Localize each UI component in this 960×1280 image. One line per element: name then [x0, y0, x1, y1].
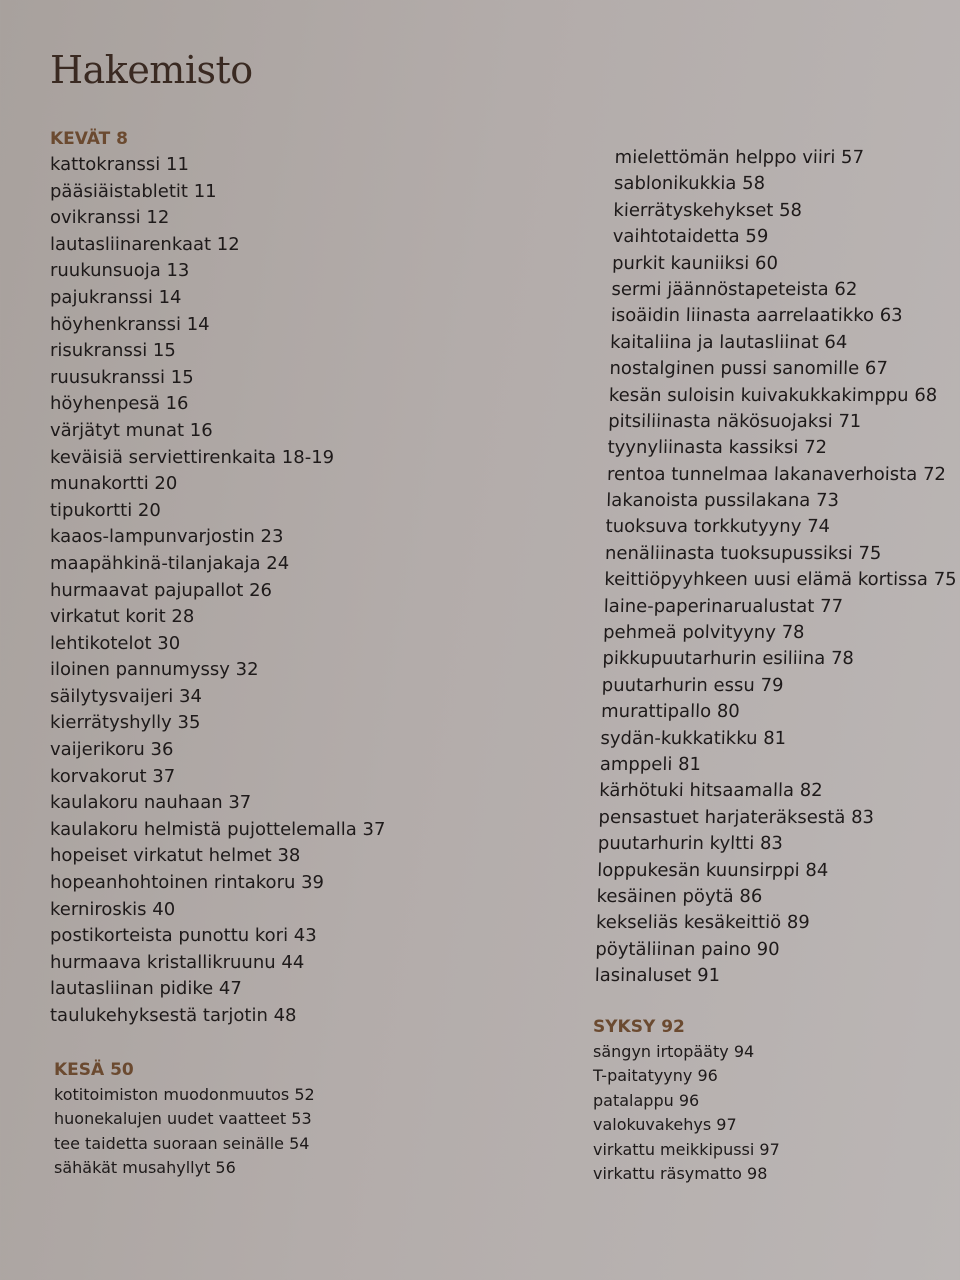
index-entry: säilytysvaijeri 34 [50, 685, 202, 707]
index-entry: kesän suloisin kuivakukkakimppu 68 [608, 384, 938, 406]
index-entry: nostalginen pussi sanomille 67 [609, 358, 889, 380]
index-entry: virkatut korit 28 [50, 606, 195, 628]
index-entry: valokuvakehys 97 [593, 1115, 737, 1135]
index-entry: kierrätyshylly 35 [50, 712, 201, 734]
index-entry: ruukunsuoja 13 [50, 260, 190, 282]
index-entry: iloinen pannumyssy 32 [50, 659, 259, 681]
index-entry: huonekalujen uudet vaatteet 53 [54, 1109, 312, 1129]
index-entry: sablonikukkia 58 [613, 173, 766, 195]
index-entry: taulukehyksestä tarjotin 48 [50, 1005, 297, 1026]
index-column-kevat [50, 126, 385, 1030]
index-entry: pääsiäistabletit 11 [50, 180, 217, 202]
index-column-kesa [54, 1057, 315, 1181]
index-entry: sermi jäännöstapeteista 62 [611, 278, 858, 300]
index-entry: laine-paperinarualustat 77 [603, 595, 844, 617]
index-entry: ovikranssi 12 [50, 207, 170, 229]
index-entry: höyhenkranssi 14 [50, 313, 210, 335]
index-entry: virkattu meikkipussi 97 [593, 1139, 780, 1159]
index-entry: kaulakoru helmistä pujottelemalla 37 [50, 818, 386, 840]
index-entry: kaaos-lampunvarjostin 23 [50, 526, 284, 548]
section-heading-syksy: SYKSY 92 [593, 1017, 685, 1037]
index-entry: tyynyliinasta kassiksi 72 [607, 437, 828, 459]
index-entry: isoäidin liinasta aarrelaatikko 63 [610, 305, 903, 327]
index-entry: vaihtotaidetta 59 [612, 226, 769, 248]
index-entry: murattipallo 80 [600, 701, 741, 723]
index-entry: sydän-kukkatikku 81 [600, 727, 787, 749]
index-entry: hurmaava kristallikruunu 44 [50, 951, 305, 973]
index-entry: kattokranssi 11 [50, 154, 189, 175]
index-entry: korvakorut 37 [50, 765, 176, 787]
index-entry: maapähkinä-tilanjakaja 24 [50, 552, 290, 574]
index-entry: kaulakoru nauhaan 37 [50, 792, 252, 814]
index-entry: patalappu 96 [593, 1090, 700, 1110]
section-heading-kesa: KESÄ 50 [54, 1060, 134, 1080]
index-entry: lautasliinarenkaat 12 [50, 233, 240, 255]
index-entry: kaitaliina ja lautasliinat 64 [609, 331, 848, 353]
index-entry: postikorteista punottu kori 43 [50, 925, 317, 947]
index-entry: kerniroskis 40 [50, 898, 176, 920]
index-entry: loppukesän kuunsirppi 84 [597, 859, 829, 881]
index-entry: munakortti 20 [50, 473, 178, 495]
section-heading-kevat: KEVÄT 8 [50, 129, 128, 149]
index-entry: höyhenpesä 16 [50, 393, 189, 415]
index-entry: kotitoimiston muodonmuutos 52 [54, 1085, 315, 1104]
index-column-kesa-continued [594, 145, 960, 990]
index-entry: hopeiset virkatut helmet 38 [50, 845, 301, 867]
index-entry: kekseliäs kesäkeittiö 89 [595, 912, 810, 934]
index-entry: rentoa tunnelmaa lakanaverhoista 72 [606, 463, 947, 485]
index-entry: nenäliinasta tuoksupussiksi 75 [604, 542, 882, 564]
index-entry: ruusukranssi 15 [50, 366, 194, 388]
index-entry: purkit kauniiksi 60 [611, 252, 779, 274]
index-entry: amppeli 81 [599, 753, 702, 775]
index-entry: kesäinen pöytä 86 [596, 885, 763, 907]
index-entry: keittiöpyyhkeen uusi elämä kortissa 75 [604, 569, 957, 591]
index-entry: pajukranssi 14 [50, 286, 182, 308]
index-entry: puutarhurin essu 79 [601, 674, 784, 696]
index-entry: T-paitatyyny 96 [593, 1066, 718, 1086]
index-entry: sängyn irtopääty 94 [593, 1042, 755, 1061]
index-entry: puutarhurin kyltti 83 [597, 833, 784, 855]
index-entry: lehtikotelot 30 [50, 632, 181, 654]
index-entry: hurmaavat pajupallot 26 [50, 579, 272, 601]
index-column-syksy [593, 1014, 780, 1186]
index-entry: kierrätyskehykset 58 [613, 199, 803, 221]
index-entry: pehmeä polvityyny 78 [602, 622, 805, 644]
index-entry: kärhötuki hitsaamalla 82 [598, 780, 823, 802]
index-entry: tuoksuva torkkutyyny 74 [605, 516, 831, 538]
index-entry: tipukortti 20 [50, 499, 161, 521]
index-entry: lakanoista pussilakana 73 [606, 490, 840, 512]
index-entry: lasinaluset 91 [594, 965, 721, 987]
index-entry: virkattu räsymatto 98 [593, 1163, 768, 1183]
index-entry: risukranssi 15 [50, 340, 176, 362]
index-entry: pensastuet harjateräksestä 83 [598, 806, 875, 828]
index-entry: pikkupuutarhurin esiliina 78 [602, 648, 855, 670]
page-title: Hakemisto [50, 48, 253, 92]
index-entry: lautasliinan pidike 47 [50, 978, 242, 1000]
index-entry: vaijerikoru 36 [50, 739, 174, 761]
index-entry: pitsiliinasta näkösuojaksi 71 [607, 410, 862, 432]
index-entry: hopeanhohtoinen rintakoru 39 [50, 872, 324, 894]
index-entry: keväisiä serviettirenkaita 18-19 [50, 446, 335, 468]
index-entry: tee taidetta suoraan seinälle 54 [54, 1133, 310, 1153]
index-entry: pöytäliinan paino 90 [595, 938, 780, 960]
index-entry: mielettömän helppo viiri 57 [614, 147, 865, 168]
index-entry: sähäkät musahyllyt 56 [54, 1158, 236, 1178]
index-entry: värjätyt munat 16 [50, 419, 213, 441]
